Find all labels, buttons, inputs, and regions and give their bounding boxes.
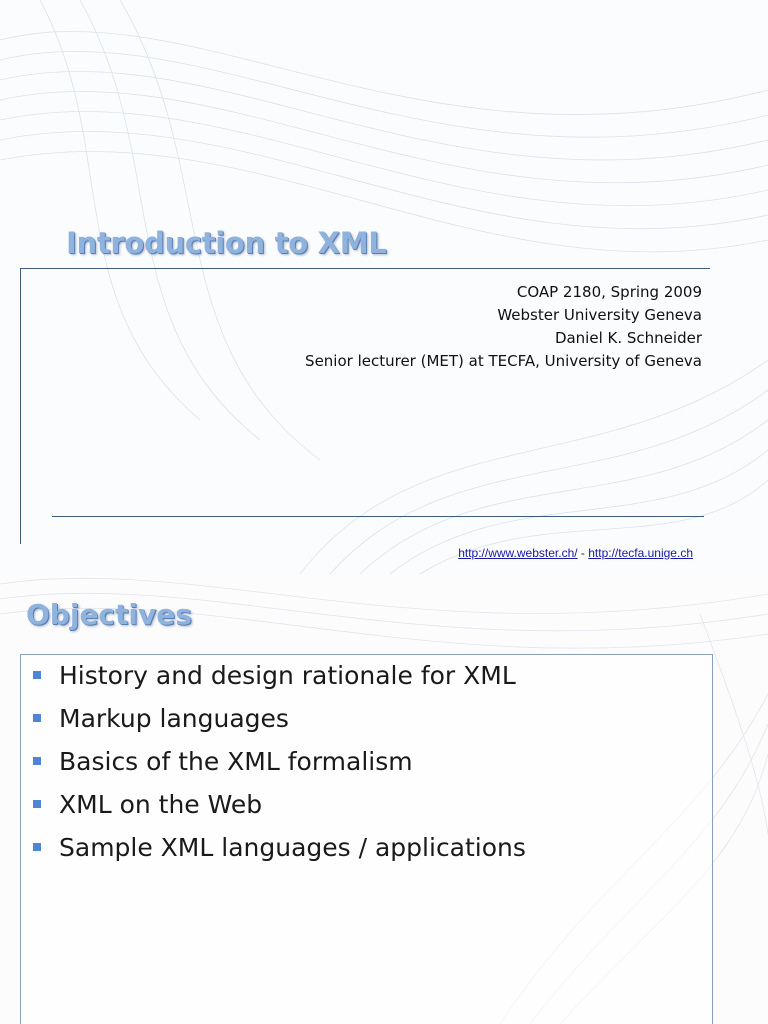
- list-item-text: Markup languages: [59, 704, 289, 733]
- slide-title: Objectives: [26, 598, 192, 631]
- footer-links: [458, 546, 693, 560]
- square-bullet-icon: [33, 843, 41, 851]
- author-name: Daniel K. Schneider: [554, 329, 702, 347]
- content-box: [20, 654, 713, 1024]
- author-affiliation: Senior lecturer (MET) at TECFA, University of Geneva: [305, 352, 702, 370]
- objectives-slide: [0, 574, 768, 1024]
- list-item: [33, 828, 526, 871]
- list-item: [33, 785, 526, 828]
- list-item: [33, 656, 526, 699]
- list-item: [33, 699, 526, 742]
- objectives-list: [33, 656, 526, 871]
- link-separator: -: [577, 546, 589, 560]
- list-item-text: Sample XML languages / applications: [59, 833, 526, 862]
- tecfa-link[interactable]: http://tecfa.unige.ch: [588, 546, 693, 560]
- square-bullet-icon: [33, 757, 41, 765]
- square-bullet-icon: [33, 800, 41, 808]
- institution: Webster University Geneva: [497, 306, 702, 324]
- list-item-text: History and design rationale for XML: [59, 661, 516, 690]
- webster-link[interactable]: http://www.webster.ch/: [458, 546, 578, 560]
- square-bullet-icon: [33, 714, 41, 722]
- list-item-text: Basics of the XML formalism: [59, 747, 413, 776]
- frame-bottom-line: [52, 516, 704, 517]
- list-item: [33, 742, 526, 785]
- course-code: COAP 2180, Spring 2009: [516, 283, 702, 301]
- square-bullet-icon: [33, 671, 41, 679]
- list-item-text: XML on the Web: [59, 790, 263, 819]
- course-info: [305, 281, 702, 373]
- slide-title: Introduction to XML: [66, 226, 387, 260]
- frame-top-line: [20, 268, 710, 269]
- frame-left-line: [20, 268, 21, 544]
